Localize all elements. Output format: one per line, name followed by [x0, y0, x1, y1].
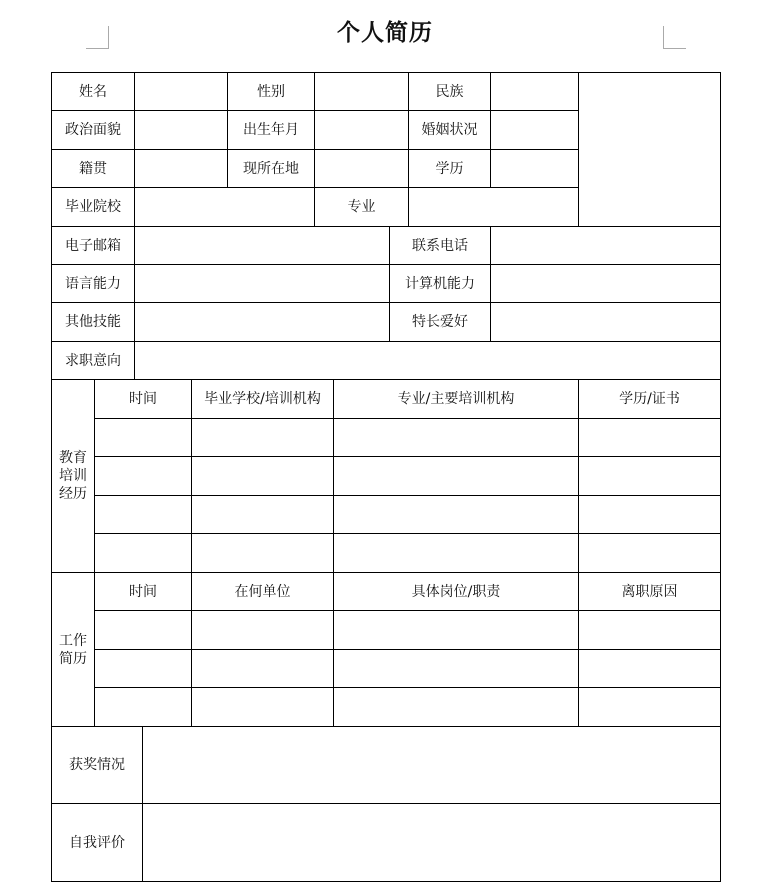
edu-major-cell[interactable]	[334, 534, 579, 573]
job-intention-field[interactable]	[135, 342, 721, 380]
work-header-duties: 具体岗位/职责	[334, 573, 579, 611]
table-row	[52, 419, 721, 457]
work-company-cell[interactable]	[192, 611, 334, 650]
work-leave-reason-cell[interactable]	[579, 611, 721, 650]
table-row	[52, 227, 721, 265]
birth-date-field[interactable]	[315, 111, 409, 150]
edu-major-cell[interactable]	[334, 496, 579, 534]
edu-time-cell[interactable]	[95, 457, 192, 496]
gender-label: 性别	[228, 73, 315, 111]
name-field[interactable]	[135, 73, 228, 111]
name-label: 姓名	[52, 73, 135, 111]
edu-school-cell[interactable]	[192, 496, 334, 534]
hobbies-field[interactable]	[491, 303, 721, 342]
edu-certificate-cell[interactable]	[579, 419, 721, 457]
table-row	[52, 727, 721, 804]
marital-status-field[interactable]	[491, 111, 579, 150]
education-label-line: 培训	[59, 468, 87, 484]
work-duties-cell[interactable]	[334, 611, 579, 650]
other-skills-label: 其他技能	[52, 303, 135, 342]
edu-school-cell[interactable]	[192, 457, 334, 496]
edu-time-cell[interactable]	[95, 534, 192, 573]
edu-school-cell[interactable]	[192, 534, 334, 573]
work-duties-cell[interactable]	[334, 688, 579, 727]
work-company-cell[interactable]	[192, 688, 334, 727]
education-label: 学历	[409, 150, 491, 188]
language-label: 语言能力	[52, 265, 135, 303]
edu-time-cell[interactable]	[95, 496, 192, 534]
table-row	[52, 380, 721, 419]
work-section-label	[52, 573, 95, 727]
email-field[interactable]	[135, 227, 390, 265]
edu-header-major: 专业/主要培训机构	[334, 380, 579, 419]
work-table	[51, 572, 721, 727]
work-leave-reason-cell[interactable]	[579, 688, 721, 727]
work-header-time: 时间	[95, 573, 192, 611]
work-header-leave-reason: 离职原因	[579, 573, 721, 611]
phone-label: 联系电话	[390, 227, 491, 265]
other-skills-field[interactable]	[135, 303, 390, 342]
work-company-cell[interactable]	[192, 650, 334, 688]
native-place-field[interactable]	[135, 150, 228, 188]
computer-label: 计算机能力	[390, 265, 491, 303]
political-status-field[interactable]	[135, 111, 228, 150]
work-label-line: 简历	[59, 650, 87, 667]
table-row	[52, 265, 721, 303]
table-row	[52, 457, 721, 496]
table-row	[52, 534, 721, 573]
work-label-line: 工作	[59, 632, 87, 649]
work-header-company: 在何单位	[192, 573, 334, 611]
work-leave-reason-cell[interactable]	[579, 650, 721, 688]
edu-header-time: 时间	[95, 380, 192, 419]
work-time-cell[interactable]	[95, 688, 192, 727]
gender-field[interactable]	[315, 73, 409, 111]
birth-date-label: 出生年月	[228, 111, 315, 150]
table-row	[52, 73, 721, 111]
education-label-line: 经历	[59, 486, 87, 502]
edu-header-certificate: 学历/证书	[579, 380, 721, 419]
education-section-label	[52, 380, 95, 573]
work-time-cell[interactable]	[95, 611, 192, 650]
edu-certificate-cell[interactable]	[579, 496, 721, 534]
school-label: 毕业院校	[52, 188, 135, 227]
computer-field[interactable]	[491, 265, 721, 303]
table-row	[52, 688, 721, 727]
table-row	[52, 496, 721, 534]
ethnicity-label: 民族	[409, 73, 491, 111]
edu-major-cell[interactable]	[334, 419, 579, 457]
job-intention-label: 求职意向	[52, 342, 135, 380]
major-label: 专业	[315, 188, 409, 227]
summary-table	[51, 726, 721, 882]
edu-header-school: 毕业学校/培训机构	[192, 380, 334, 419]
education-field[interactable]	[491, 150, 579, 188]
hobbies-label: 特长爱好	[390, 303, 491, 342]
ethnicity-field[interactable]	[491, 73, 579, 111]
language-field[interactable]	[135, 265, 390, 303]
political-status-label: 政治面貌	[52, 111, 135, 150]
marital-status-label: 婚姻状况	[409, 111, 491, 150]
self-evaluation-label: 自我评价	[52, 804, 143, 882]
table-row	[52, 303, 721, 342]
work-duties-cell[interactable]	[334, 650, 579, 688]
self-evaluation-field[interactable]	[143, 804, 721, 882]
table-row	[52, 573, 721, 611]
current-location-label: 现所在地	[228, 150, 315, 188]
table-row	[52, 804, 721, 882]
awards-label: 获奖情况	[52, 727, 143, 804]
current-location-field[interactable]	[315, 150, 409, 188]
table-row	[52, 342, 721, 380]
edu-major-cell[interactable]	[334, 457, 579, 496]
photo-area[interactable]	[579, 73, 721, 227]
page-title: 个人简历	[337, 20, 433, 46]
table-row	[52, 650, 721, 688]
work-time-cell[interactable]	[95, 650, 192, 688]
education-label-line: 教育	[59, 450, 87, 466]
school-field[interactable]	[135, 188, 315, 227]
awards-field[interactable]	[143, 727, 721, 804]
edu-time-cell[interactable]	[95, 419, 192, 457]
education-table	[51, 379, 721, 573]
edu-certificate-cell[interactable]	[579, 457, 721, 496]
native-place-label: 籍贯	[52, 150, 135, 188]
phone-field[interactable]	[491, 227, 721, 265]
basic-info-table	[51, 72, 721, 380]
major-field[interactable]	[409, 188, 579, 227]
edu-certificate-cell[interactable]	[579, 534, 721, 573]
email-label: 电子邮箱	[52, 227, 135, 265]
table-row	[52, 611, 721, 650]
edu-school-cell[interactable]	[192, 419, 334, 457]
